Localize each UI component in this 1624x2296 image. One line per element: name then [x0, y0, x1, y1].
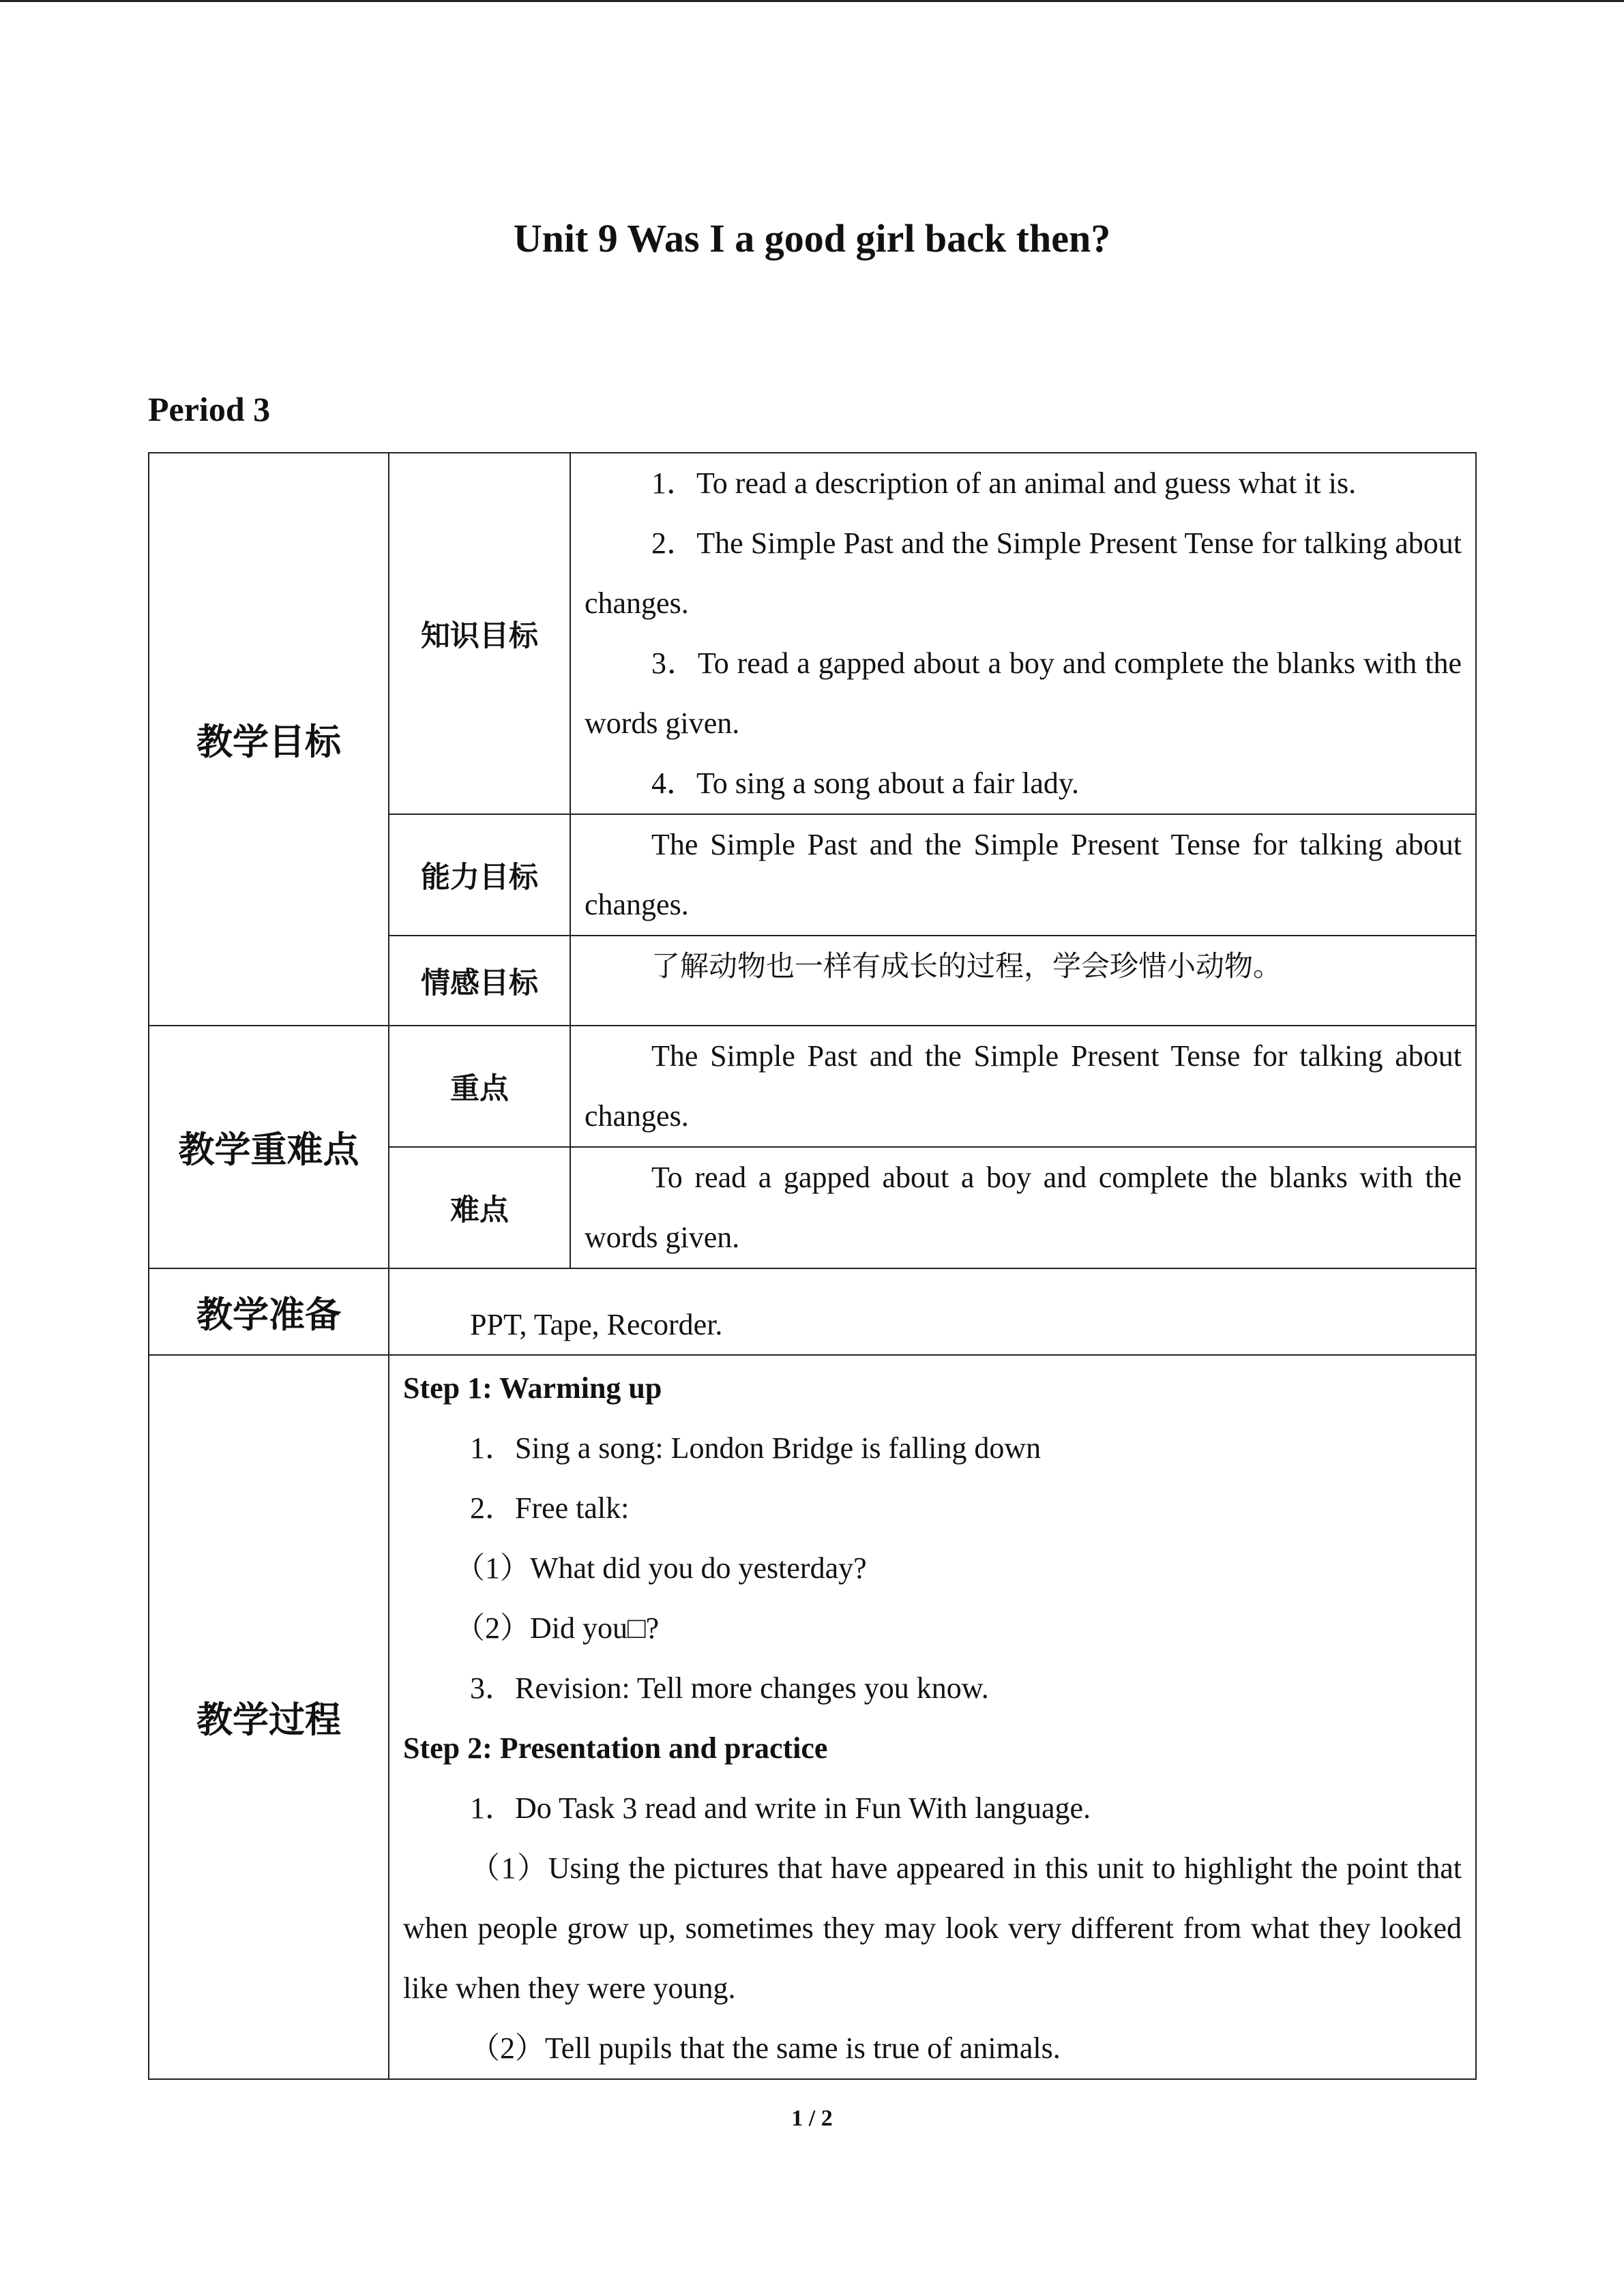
step2-title: Step 2: Presentation and practice: [403, 1731, 828, 1765]
key-points-label: 教学重难点: [149, 1026, 389, 1268]
key-point-content: [570, 1026, 1476, 1147]
preparation-text: PPT, Tape, Recorder.: [470, 1308, 723, 1341]
key-points-row: [149, 1026, 1476, 1147]
step1-item-2: 2．Free talk:: [470, 1491, 630, 1525]
preparation-content: [389, 1268, 1476, 1355]
step2-item-1: 1．Do Task 3 read and write in Fun With language.: [470, 1791, 1091, 1825]
preparation-label: 教学准备: [149, 1268, 389, 1355]
objectives-knowledge-row: [149, 453, 1476, 814]
step1-title: Step 1: Warming up: [403, 1371, 662, 1405]
ability-text: The Simple Past and the Simple Present Tense for talking about changes.: [585, 828, 1462, 921]
step1-sub-2: （2）Did you□?: [455, 1611, 660, 1645]
page-top-border: [0, 0, 1624, 2]
ability-objectives-label: 能力目标: [389, 814, 570, 936]
knowledge-item-1: 1．To read a description of an animal and guess what it is.: [651, 466, 1357, 500]
emotion-objectives-content: [570, 936, 1476, 1026]
emotion-objectives-label: 情感目标: [389, 936, 570, 1026]
knowledge-objectives-content: [570, 453, 1476, 814]
document-title: Unit 9 Was I a good girl back then?: [513, 216, 1111, 260]
process-row: [149, 1355, 1476, 2079]
difficult-point-label: 难点: [389, 1147, 570, 1268]
page-number: 1 / 2: [791, 2106, 833, 2131]
emotion-text: 了解动物也一样有成长的过程，学会珍惜小动物。: [651, 949, 1282, 983]
step1-sub-1: （1）What did you do yesterday?: [455, 1551, 867, 1585]
key-point-text: The Simple Past and the Simple Present Tense for talking about changes.: [585, 1039, 1462, 1133]
step2-sub-1: （1）Using the pictures that have appeared in this unit to highlight the point that when people grow up, sometimes they may look very different from what they looked like when they were young.: [403, 1851, 1462, 2005]
process-label: 教学过程: [149, 1355, 389, 2079]
period-heading: Period 3: [148, 390, 271, 428]
step2-sub-2: （2）Tell pupils that the same is true of animals.: [470, 2031, 1061, 2065]
knowledge-item-3: 3．To read a gapped about a boy and complete the blanks with the words given.: [585, 646, 1462, 740]
preparation-row: [149, 1268, 1476, 1355]
step1-item-1: 1．Sing a song: London Bridge is falling down: [470, 1431, 1042, 1465]
ability-objectives-content: [570, 814, 1476, 936]
difficult-point-text: To read a gapped about a boy and complete the blanks with the words given.: [585, 1161, 1462, 1254]
difficult-point-content: [570, 1147, 1476, 1268]
process-content: [389, 1355, 1476, 2079]
lesson-plan-table: [148, 452, 1477, 2080]
knowledge-item-4: 4．To sing a song about a fair lady.: [651, 766, 1080, 800]
step1-item-3: 3．Revision: Tell more changes you know.: [470, 1671, 989, 1705]
knowledge-objectives-label: 知识目标: [389, 453, 570, 814]
key-point-label: 重点: [389, 1026, 570, 1147]
knowledge-item-2: 2．The Simple Past and the Simple Present Tense for talking about changes.: [585, 526, 1462, 620]
objectives-label: 教学目标: [149, 453, 389, 1026]
